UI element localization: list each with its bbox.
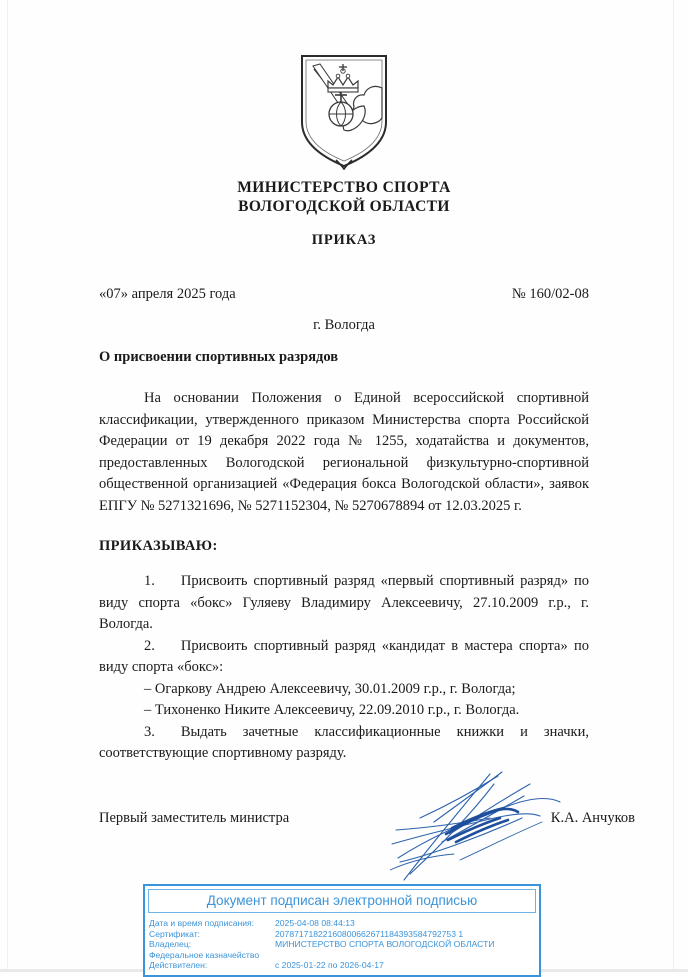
- estamp-label: Дата и время подписания:: [149, 918, 255, 928]
- clause-item: [99, 571, 589, 636]
- estamp-row-validity: [145, 960, 539, 971]
- estamp-value: 20787171822160800662671184393584792753 1: [275, 928, 464, 939]
- estamp-value: 2025-04-08 08:44:13: [275, 918, 355, 928]
- signature-row: [99, 810, 635, 827]
- clause-number: 1.: [144, 573, 155, 589]
- estamp-row-signing-datetime: [145, 918, 539, 929]
- clause-item: [99, 636, 589, 679]
- clause-text: Выдать зачетные классификационные книжки и значки, соответствующие спортивному разряду.: [99, 723, 589, 761]
- estamp-fields: [145, 916, 539, 975]
- emblem-container: [0, 52, 688, 175]
- signatory-name: К.А. Анчуков: [550, 810, 635, 826]
- intro-paragraph: На основании Положения о Единой всероссийской спортивной классификации, утвержденного приказом Министерства спорта Российской Федерации от 19 декабря 2022 года № 1255, ходатайства и документов, предоставленных Вологодской региональной физкультурно-спортивной общественной организацией «Федерация бокса Вологодской области», заявок ЕПГУ № 5271321696, № 5271152304, № 5270678894 от 12.03.2025 г.: [99, 390, 589, 514]
- clause-list: [99, 571, 589, 765]
- clause-number: 2.: [144, 637, 155, 654]
- estamp-label: Действителен:: [149, 960, 208, 971]
- document-meta-row: [99, 286, 589, 303]
- ministry-line-2: ВОЛОГОДСКОЙ ОБЛАСТИ: [238, 198, 450, 215]
- estamp-label: Сертификат:: [149, 928, 201, 939]
- estamp-row-owner: [145, 939, 539, 950]
- signatory-position: Первый заместитель министра: [99, 810, 290, 826]
- clause-number: 3.: [144, 723, 155, 740]
- clause-text: Присвоить спортивный разряд «кандидат в мастера спорта» по виду спорта «бокс»:: [99, 637, 589, 675]
- clause-subitem: – Огаркову Андрею Алексеевичу, 30.01.2009 г.р., г. Вологда;: [144, 680, 516, 697]
- clause-text: Присвоить спортивный разряд «первый спортивный разряд» по виду спорта «бокс» Гуляеву Владимиру Алексеевичу, 27.10.2009 г.р., г. Вологда.: [99, 573, 589, 632]
- document-city: г. Вологда: [313, 317, 375, 333]
- estamp-row-authority: [145, 950, 539, 961]
- estamp-value: с 2025-01-22 по 2026-04-17: [275, 960, 384, 971]
- clause-subitem: – Тихоненко Никите Алексеевичу, 22.09.2010 г.р., г. Вологда.: [144, 702, 520, 718]
- estamp-label: Федеральное казначейство: [149, 949, 260, 960]
- coat-of-arms-icon: [296, 52, 392, 170]
- document-number: № 160/02-08: [511, 286, 589, 302]
- clause-item: [99, 722, 589, 765]
- estamp-title: Документ подписан электронной подписью: [148, 889, 536, 913]
- electronic-signature-stamp: [143, 884, 541, 977]
- orders-heading: ПРИКАЗЫВАЮ:: [99, 538, 218, 554]
- document-subject: О присвоении спортивных разрядов: [99, 349, 339, 365]
- ministry-line-1: МИНИСТЕРСТВО СПОРТА: [237, 179, 451, 196]
- intro-paragraph-block: [99, 388, 589, 517]
- document-type-heading: ПРИКАЗ: [311, 232, 377, 248]
- estamp-value: МИНИСТЕРСТВО СПОРТА ВОЛОГОДСКОЙ ОБЛАСТИ: [275, 939, 495, 950]
- document-date: «07» апреля 2025 года: [99, 286, 236, 302]
- estamp-label: Владелец:: [149, 939, 192, 950]
- estamp-row-certificate: [145, 929, 539, 940]
- ministry-name: [0, 178, 688, 216]
